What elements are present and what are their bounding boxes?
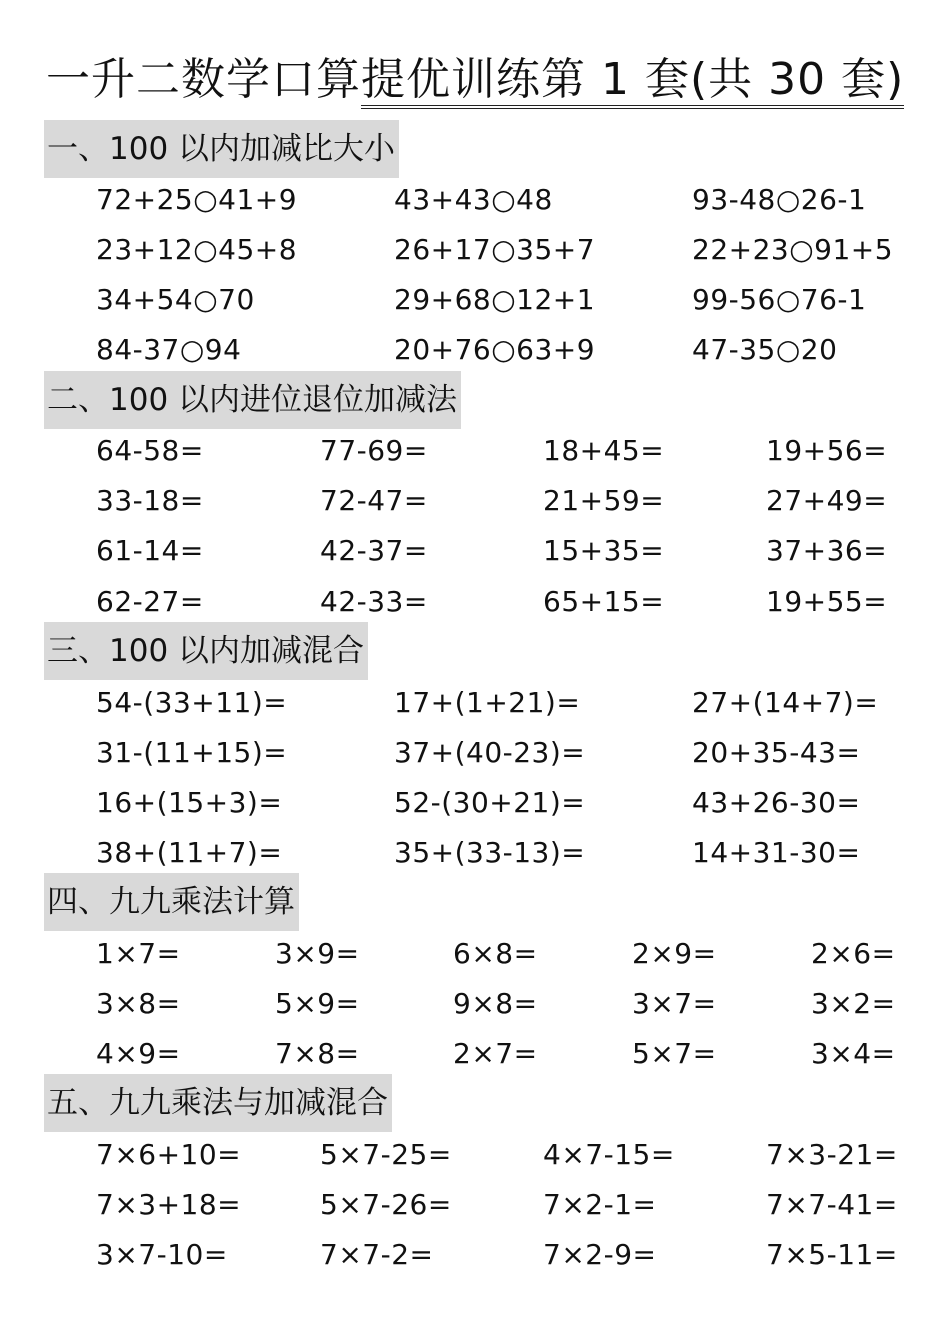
problem: 16+(15+3)= [96, 786, 283, 819]
problem: 84-37○94 [96, 333, 242, 366]
problem: 43+26-30= [692, 786, 861, 819]
problem: 20+76○63+9 [394, 333, 596, 366]
problem: 34+54○70 [96, 283, 255, 316]
problem: 14+31-30= [692, 836, 861, 869]
problem: 77-69= [320, 434, 428, 467]
section-4-row-3 [0, 1032, 950, 1076]
problem: 47-35○20 [692, 333, 838, 366]
problem: 27+(14+7)= [692, 686, 879, 719]
section-5-row-3 [0, 1233, 950, 1277]
problem: 29+68○12+1 [394, 283, 596, 316]
problem: 37+36= [766, 534, 888, 567]
problem: 38+(11+7)= [96, 836, 283, 869]
problem: 43+43○48 [394, 183, 553, 216]
problem: 18+45= [543, 434, 665, 467]
section-5-row-1 [0, 1133, 950, 1177]
problem: 7×7-41= [766, 1188, 898, 1221]
problem: 21+59= [543, 484, 665, 517]
section-1-row-4 [0, 328, 950, 372]
section-1-row-2 [0, 228, 950, 272]
problem: 26+17○35+7 [394, 233, 596, 266]
problem: 19+55= [766, 585, 888, 618]
problem: 31-(11+15)= [96, 736, 288, 769]
problem: 5×7-25= [320, 1138, 452, 1171]
problem: 2×7= [453, 1037, 538, 1070]
problem: 5×9= [275, 987, 360, 1020]
problem: 9×8= [453, 987, 538, 1020]
problem: 42-37= [320, 534, 428, 567]
problem: 7×8= [275, 1037, 360, 1070]
section-3-row-4 [0, 831, 950, 875]
section-2-heading: 二、100 以内进位退位加减法 [44, 371, 461, 429]
problem: 17+(1+21)= [394, 686, 581, 719]
section-1-heading: 一、100 以内加减比大小 [44, 120, 399, 178]
problem: 19+56= [766, 434, 888, 467]
problem: 6×8= [453, 937, 538, 970]
problem: 5×7= [632, 1037, 717, 1070]
problem: 7×6+10= [96, 1138, 242, 1171]
problem: 7×2-9= [543, 1238, 657, 1271]
section-1-row-1 [0, 178, 950, 222]
problem: 99-56○76-1 [692, 283, 867, 316]
problem: 7×3+18= [96, 1188, 242, 1221]
problem: 22+23○91+5 [692, 233, 894, 266]
problem: 7×3-21= [766, 1138, 898, 1171]
section-5-row-2 [0, 1183, 950, 1227]
section-4-row-1 [0, 932, 950, 976]
section-5-heading: 五、九九乘法与加减混合 [44, 1074, 392, 1132]
problem: 54-(33+11)= [96, 686, 288, 719]
problem: 61-14= [96, 534, 204, 567]
problem: 65+15= [543, 585, 665, 618]
section-3-row-3 [0, 781, 950, 825]
section-1-row-3 [0, 278, 950, 322]
page-title [46, 52, 904, 112]
problem: 2×9= [632, 937, 717, 970]
problem: 7×2-1= [543, 1188, 657, 1221]
section-4-heading: 四、九九乘法计算 [44, 873, 299, 931]
problem: 3×9= [275, 937, 360, 970]
problem: 62-27= [96, 585, 204, 618]
problem: 7×7-2= [320, 1238, 434, 1271]
problem: 72-47= [320, 484, 428, 517]
problem: 3×8= [96, 987, 181, 1020]
section-2-row-4 [0, 580, 950, 624]
problem: 37+(40-23)= [394, 736, 586, 769]
problem: 4×7-15= [543, 1138, 675, 1171]
section-3-row-2 [0, 731, 950, 775]
problem: 64-58= [96, 434, 204, 467]
section-2-row-3 [0, 529, 950, 573]
problem: 42-33= [320, 585, 428, 618]
section-2-row-1 [0, 429, 950, 473]
problem: 33-18= [96, 484, 204, 517]
problem: 23+12○45+8 [96, 233, 298, 266]
problem: 52-(30+21)= [394, 786, 586, 819]
problem: 7×5-11= [766, 1238, 898, 1271]
title-grade: 一升二数学口算 [46, 54, 361, 105]
problem: 93-48○26-1 [692, 183, 867, 216]
section-3-heading: 三、100 以内加减混合 [44, 622, 368, 680]
section-2-row-2 [0, 479, 950, 523]
problem: 35+(33-13)= [394, 836, 586, 869]
section-3-row-1 [0, 681, 950, 725]
problem: 20+35-43= [692, 736, 861, 769]
problem: 5×7-26= [320, 1188, 452, 1221]
problem: 3×4= [811, 1037, 896, 1070]
problem: 3×2= [811, 987, 896, 1020]
title-set: 提优训练第 1 套(共 30 套) [361, 54, 904, 109]
problem: 15+35= [543, 534, 665, 567]
problem: 2×6= [811, 937, 896, 970]
problem: 72+25○41+9 [96, 183, 298, 216]
problem: 3×7= [632, 987, 717, 1020]
problem: 3×7-10= [96, 1238, 228, 1271]
problem: 4×9= [96, 1037, 181, 1070]
problem: 27+49= [766, 484, 888, 517]
problem: 1×7= [96, 937, 181, 970]
section-4-row-2 [0, 982, 950, 1026]
